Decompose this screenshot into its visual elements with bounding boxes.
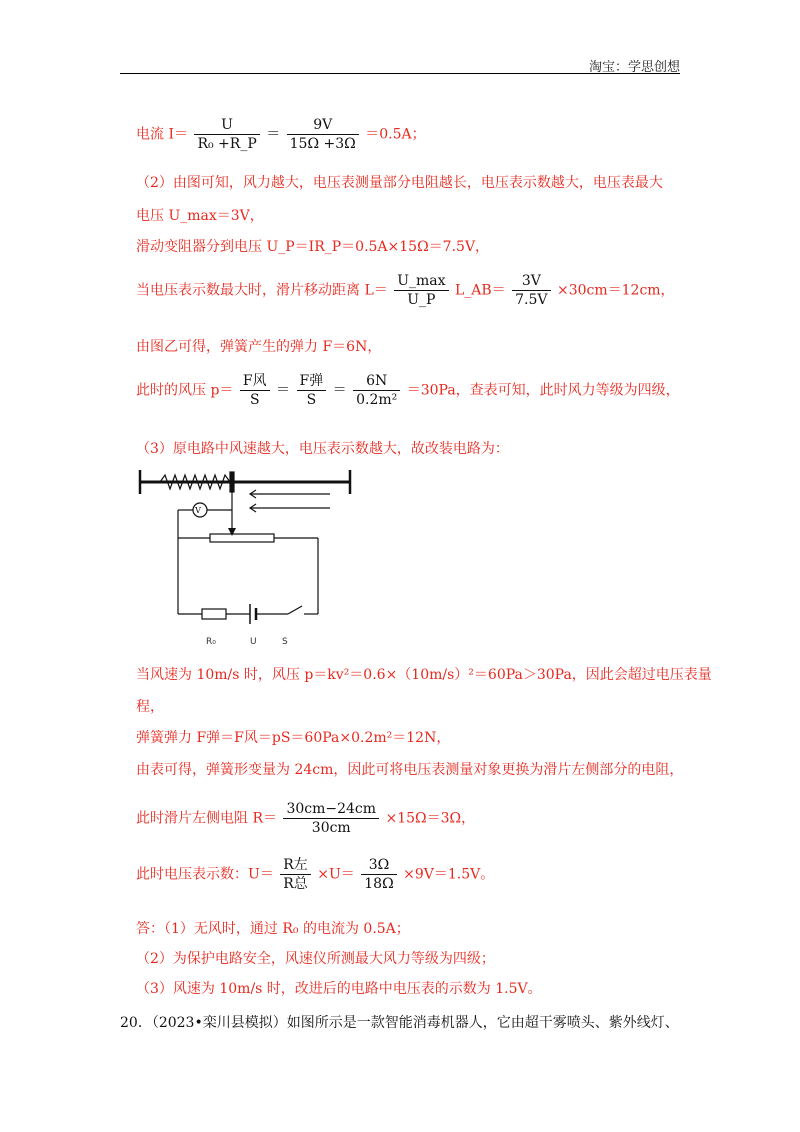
fraction: $\frac{U}{\text{R₀ +R\_P}}$ (194, 116, 259, 153)
header-rule (120, 73, 680, 74)
fraction: $\frac{U\_\max}{U\_P}$ (394, 272, 448, 309)
text-line: 电压 U_max＝3V， (136, 208, 264, 224)
fraction: $\frac{\text{R左}}{\text{R总}}$ (280, 856, 311, 893)
label-r0: R₀ (206, 637, 216, 647)
eq-voltage: 此时电压表示数：U＝ $\frac{\text{R左}}{\text{R总}}$ ×U＝ $\frac{3\Omega}{18\Omega}$ ×9V＝1.5V。 (136, 857, 495, 892)
question-20: 20．（2023•栾川县模拟）如图所示是一款智能消毒机器人，它由超干雾喷头、紫外线灯、 (120, 1015, 679, 1031)
eq-current: 电流 I＝ $\frac{U}{\text{R₀ +R\_P}}$ ＝ $\frac{9V}{15\Omega +3\Omega}$ ＝0.5A； (136, 117, 426, 152)
text-line: （2）由图可知，风力越大，电压表测量部分电阻越长，电压表示数越大，电压表最大 (136, 175, 663, 191)
label-s: S (282, 637, 288, 647)
text-line: 当风速为 10m/s 时，风压 p＝kv²＝0.6×（10m/s）²＝60Pa＞30Pa，因此会超过电压表量 (136, 667, 712, 683)
answer-line: 答：（1）无风时，通过 R₀ 的电流为 0.5A； (136, 921, 410, 937)
answer-line: （3）风速为 10m/s 时，改进后的电路中电压表的示数为 1.5V。 (136, 981, 542, 997)
slider-arrow (228, 528, 236, 536)
fraction: $\frac{3V}{7.5V}$ (512, 272, 550, 309)
text-line: 程， (136, 699, 164, 715)
eq-resistance: 此时滑片左侧电阻 R＝ $\frac{30cm-24cm}{30cm}$ ×15Ω＝3Ω， (136, 801, 476, 836)
plate (230, 472, 234, 492)
text-line: 弹簧弹力 F弹＝F风＝pS＝60Pa×0.2m²＝12N， (136, 730, 451, 746)
text-line: 由图乙可得，弹簧产生的弹力 F＝6N， (136, 339, 382, 355)
fraction: $\frac{3\Omega}{18\Omega}$ (361, 856, 396, 893)
text-line: 由表可得，弹簧形变量为 24cm，因此可将电压表测量对象更换为滑片左侧部分的电阻， (136, 762, 684, 778)
eq-text: 电流 I＝ (136, 126, 188, 143)
rheostat (210, 534, 274, 542)
meter-label: V (195, 506, 201, 515)
resistor-r0 (202, 609, 226, 619)
fraction: $\frac{\text{F弹}}{S}$ (297, 372, 327, 409)
label-u: U (250, 637, 257, 647)
fraction: $\frac{\text{F风}}{S}$ (240, 372, 270, 409)
fraction: $\frac{9V}{15\Omega +3\Omega}$ (287, 116, 359, 153)
text-line: 滑动变阻器分到电压 U_P＝IR_P＝0.5A×15Ω＝7.5V， (136, 239, 490, 255)
eq-pressure: 此时的风压 p＝ $\frac{\text{F风}}{S}$ ＝ $\frac{\text{F弹}}{S}$ ＝ $\frac{6N}{\text{0.2m²}}$ ＝30Pa，查表可知，此时风力等级为四级， (136, 373, 680, 408)
answer-line: （2）为保护电路安全，风速仪所测最大风力等级为四级； (136, 951, 495, 967)
eq-distance: 当电压表示数最大时，滑片移动距离 L＝ $\frac{U\_\max}{U\_P}$ L_AB＝ $\frac{3V}{7.5V}$ ×30cm＝12cm， (136, 273, 675, 308)
circuit-diagram (130, 462, 360, 652)
fraction: $\frac{6N}{\text{0.2m²}}$ (353, 372, 400, 409)
text-line: （3）原电路中风速越大，电压表示数越大，故改装电路为： (136, 441, 509, 457)
switch (288, 606, 302, 614)
header-source: 淘宝：学思创想 (588, 60, 680, 75)
fraction: $\frac{30cm-24cm}{30cm}$ (283, 800, 379, 837)
